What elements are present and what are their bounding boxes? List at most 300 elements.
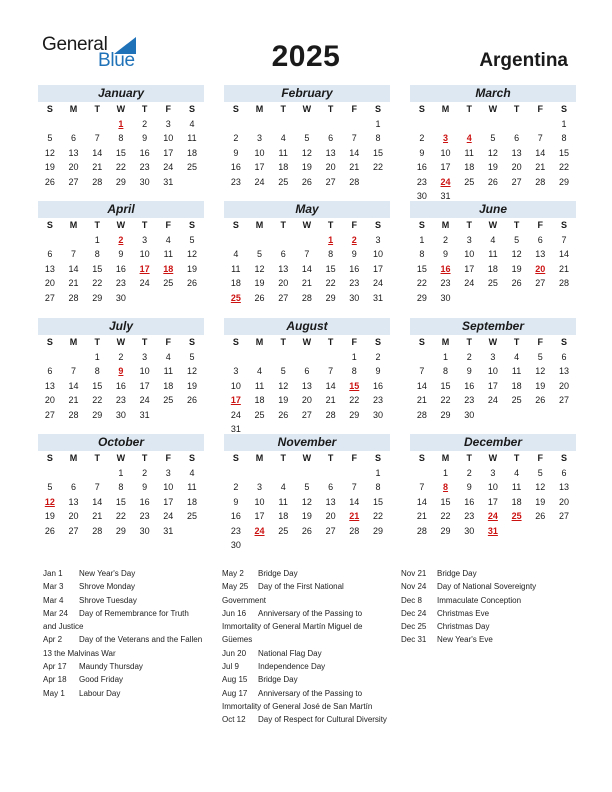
day: 5	[304, 133, 310, 143]
day: 18	[487, 263, 498, 274]
empty-day	[38, 466, 62, 481]
day: 30	[416, 191, 427, 201]
day: 18	[186, 496, 197, 507]
day: 8	[443, 366, 449, 376]
holiday-date: Dec 8	[401, 595, 422, 605]
holiday-entry	[401, 580, 571, 593]
holiday-name: Maundy Thursday	[79, 662, 143, 672]
day: 4	[189, 118, 195, 129]
weekday-label: T	[513, 220, 520, 230]
weekday-label: F	[351, 453, 358, 463]
weekday-label: T	[141, 220, 148, 230]
month-october	[38, 434, 204, 538]
day: 25	[163, 395, 174, 405]
weekday-label: T	[280, 104, 286, 114]
day: 14	[92, 496, 103, 507]
weekday-label: F	[165, 337, 172, 347]
weekday-label: T	[280, 220, 286, 230]
day: 17	[254, 511, 265, 521]
day: 18	[163, 380, 174, 391]
day: 19	[487, 162, 498, 172]
day: 28	[535, 176, 546, 187]
day: 27	[68, 176, 79, 187]
day: 6	[280, 249, 286, 259]
month-grid	[224, 102, 390, 189]
day: 27	[68, 525, 79, 536]
day: 13	[325, 147, 336, 158]
day: 12	[301, 147, 312, 158]
holiday-name: Immaculate Conception	[437, 595, 522, 605]
day: 2	[142, 467, 148, 478]
day: 2	[233, 482, 239, 492]
weekday-label: T	[513, 337, 520, 347]
day: 16	[464, 496, 475, 507]
day: 26	[44, 176, 55, 187]
day: 13	[278, 263, 289, 274]
day: 31	[163, 525, 174, 536]
day: 4	[165, 351, 171, 362]
day: 27	[558, 511, 569, 521]
empty-day	[271, 466, 295, 481]
holiday-date: Jul 9	[222, 662, 239, 672]
weekday-label: M	[255, 337, 264, 347]
empty-day	[295, 350, 319, 365]
day: 26	[186, 278, 197, 288]
holiday-name: Labour Day	[79, 688, 121, 698]
month-january	[38, 85, 204, 189]
weekday-label: T	[94, 220, 100, 230]
empty-day	[62, 350, 86, 365]
day: 15	[416, 263, 427, 274]
day: 16	[230, 511, 241, 521]
month-header: October	[38, 434, 204, 451]
day: 30	[115, 292, 126, 303]
day: 17	[440, 162, 451, 172]
weekday-label: F	[165, 220, 172, 230]
holiday-entry	[222, 687, 388, 714]
weekday-label: W	[116, 453, 126, 463]
weekday-label: S	[560, 220, 567, 230]
month-april	[38, 201, 204, 305]
weekday-label: S	[188, 220, 195, 230]
empty-day	[295, 117, 319, 132]
weekday-label: M	[69, 453, 78, 463]
holiday-day: 20	[535, 263, 546, 274]
day: 2	[233, 133, 239, 143]
day: 8	[419, 249, 425, 259]
day: 9	[142, 133, 148, 143]
weekday-label: S	[374, 104, 381, 114]
day: 4	[490, 234, 496, 245]
empty-day	[295, 466, 319, 481]
holiday-day: 21	[349, 511, 360, 521]
day: 3	[142, 234, 148, 245]
day: 21	[301, 278, 312, 288]
day: 9	[142, 482, 148, 492]
day: 20	[558, 496, 569, 507]
day: 19	[535, 380, 546, 391]
holiday-date: Mar 3	[43, 582, 64, 592]
day: 9	[233, 147, 239, 158]
day: 26	[535, 395, 546, 405]
empty-day	[528, 117, 552, 132]
day: 10	[372, 249, 383, 259]
holiday-entry	[43, 594, 203, 607]
day: 6	[328, 482, 334, 492]
day: 24	[163, 162, 174, 172]
day: 22	[349, 395, 360, 405]
empty-day	[248, 117, 272, 132]
day: 7	[351, 133, 357, 143]
holiday-day: 12	[44, 496, 55, 507]
month-header: June	[410, 201, 576, 218]
empty-day	[342, 117, 366, 132]
day: 12	[487, 147, 498, 158]
day: 8	[94, 366, 100, 376]
holiday-entry	[43, 687, 203, 700]
day: 9	[118, 249, 124, 259]
day: 12	[186, 366, 197, 376]
day: 24	[230, 409, 241, 420]
day: 3	[490, 351, 496, 362]
month-grid	[224, 451, 390, 553]
day: 16	[115, 380, 126, 391]
holiday-entry	[222, 567, 388, 580]
day: 9	[233, 496, 239, 507]
day: 26	[254, 292, 265, 303]
day: 13	[511, 147, 522, 158]
holiday-entry	[401, 607, 571, 620]
day: 19	[254, 278, 265, 288]
day: 25	[278, 525, 289, 536]
month-grid	[410, 102, 576, 204]
day: 18	[230, 278, 241, 288]
holiday-name: Bridge Day	[437, 569, 477, 578]
day: 27	[325, 525, 336, 536]
day: 7	[71, 249, 77, 259]
day: 22	[440, 511, 451, 521]
day: 24	[372, 278, 383, 288]
day: 28	[301, 292, 312, 303]
holiday-day: 24	[254, 525, 265, 536]
day: 22	[440, 395, 451, 405]
day: 29	[115, 525, 126, 536]
day: 11	[187, 133, 197, 143]
day: 23	[440, 278, 451, 288]
day: 31	[372, 292, 383, 303]
day: 25	[511, 395, 522, 405]
day: 8	[375, 133, 381, 143]
day: 1	[94, 234, 100, 245]
month-header: April	[38, 201, 204, 218]
empty-day	[248, 466, 272, 481]
day: 1	[351, 351, 357, 362]
holiday-column	[43, 567, 203, 700]
day: 17	[487, 496, 498, 507]
day: 6	[71, 133, 77, 143]
empty-day	[224, 350, 248, 365]
weekday-label: S	[232, 337, 239, 347]
day: 13	[535, 249, 546, 259]
weekday-label: W	[302, 104, 312, 114]
weekday-label: W	[302, 337, 312, 347]
weekday-label: S	[560, 337, 567, 347]
day: 14	[68, 263, 79, 274]
weekday-label: S	[232, 220, 239, 230]
day: 25	[278, 176, 289, 187]
empty-day	[224, 466, 248, 481]
month-december	[410, 434, 576, 538]
day: 16	[372, 380, 383, 391]
weekday-label: T	[327, 220, 334, 230]
holiday-name: National Flag Day	[258, 648, 322, 658]
day: 13	[44, 263, 55, 274]
weekday-label: T	[280, 337, 286, 347]
weekday-label: W	[116, 337, 126, 347]
day: 24	[163, 511, 174, 521]
month-may	[224, 201, 390, 305]
day: 22	[416, 278, 427, 288]
weekday-label: W	[488, 104, 498, 114]
weekday-label: S	[418, 220, 425, 230]
empty-day	[505, 117, 529, 132]
day: 11	[163, 366, 173, 376]
day: 22	[372, 511, 383, 521]
day: 25	[186, 162, 197, 172]
empty-day	[410, 117, 434, 132]
day: 24	[139, 395, 150, 405]
empty-day	[295, 233, 319, 248]
holiday-date: Nov 24	[401, 582, 427, 592]
day: 29	[92, 292, 103, 303]
day: 14	[349, 147, 360, 158]
weekday-label: M	[69, 220, 78, 230]
holiday-date: Apr 18	[43, 675, 67, 685]
holiday-day: 2	[118, 234, 124, 245]
holiday-entry	[222, 607, 388, 647]
weekday-label: T	[327, 453, 334, 463]
day: 21	[558, 263, 569, 274]
day: 17	[372, 263, 383, 274]
weekday-label: M	[441, 453, 450, 463]
day: 19	[44, 511, 55, 521]
day: 13	[44, 380, 55, 391]
weekday-label: S	[232, 104, 239, 114]
empty-day	[248, 350, 272, 365]
day: 19	[186, 263, 197, 274]
holiday-day: 15	[349, 380, 360, 391]
day: 6	[47, 249, 53, 259]
day: 30	[230, 540, 241, 550]
day: 12	[535, 366, 546, 376]
day: 5	[189, 234, 195, 245]
day: 16	[464, 380, 475, 391]
holiday-entry	[43, 580, 203, 593]
day: 18	[464, 162, 475, 172]
day: 22	[115, 162, 126, 172]
day: 3	[142, 351, 148, 362]
holiday-entry	[401, 633, 571, 646]
weekday-label: M	[255, 104, 264, 114]
day: 29	[115, 176, 126, 187]
weekday-label: F	[165, 104, 172, 114]
weekday-label: F	[537, 104, 544, 114]
day: 25	[464, 176, 475, 187]
holiday-name: Day of the First National Government	[222, 582, 344, 605]
day: 30	[440, 292, 451, 303]
day: 7	[94, 482, 100, 492]
day: 22	[325, 278, 336, 288]
weekday-label: M	[255, 220, 264, 230]
weekday-label: F	[165, 453, 172, 463]
day: 29	[92, 409, 103, 420]
day: 24	[464, 278, 475, 288]
day: 13	[68, 147, 79, 158]
day: 8	[561, 133, 567, 143]
month-grid	[38, 218, 204, 305]
empty-day	[410, 350, 434, 365]
day: 14	[416, 496, 427, 507]
day: 21	[349, 162, 360, 172]
day: 2	[466, 467, 472, 478]
weekday-label: W	[116, 220, 126, 230]
day: 3	[375, 234, 381, 245]
day: 23	[416, 176, 427, 187]
empty-day	[410, 466, 434, 481]
weekday-label: T	[466, 104, 472, 114]
day: 28	[416, 525, 427, 536]
day: 13	[325, 496, 336, 507]
day: 11	[278, 496, 288, 507]
day: 10	[487, 482, 498, 492]
day: 22	[92, 395, 103, 405]
month-grid	[410, 335, 576, 422]
day: 29	[558, 176, 569, 187]
day: 10	[230, 380, 241, 391]
empty-day	[319, 350, 343, 365]
holiday-day: 1	[118, 118, 124, 129]
day: 26	[487, 176, 498, 187]
holiday-entry	[401, 567, 571, 580]
holiday-name: Day of Remembrance for Truth and Justice	[43, 608, 189, 632]
weekday-label: S	[188, 453, 195, 463]
day: 1	[118, 467, 124, 478]
month-february	[224, 85, 390, 189]
weekday-label: T	[94, 453, 100, 463]
holiday-date: Dec 31	[401, 635, 427, 645]
day: 12	[254, 263, 265, 274]
day: 20	[68, 511, 79, 521]
month-header: May	[224, 201, 390, 218]
day: 31	[230, 424, 241, 434]
day: 8	[118, 133, 124, 143]
day: 14	[416, 380, 427, 391]
day: 11	[488, 249, 498, 259]
weekday-label: T	[466, 220, 472, 230]
day: 7	[328, 366, 334, 376]
day: 17	[139, 380, 150, 391]
weekday-label: T	[513, 453, 520, 463]
weekday-label: W	[488, 453, 498, 463]
day: 27	[511, 176, 522, 187]
holiday-date: May 2	[222, 569, 244, 578]
day: 10	[464, 249, 475, 259]
weekday-label: S	[46, 104, 53, 114]
holiday-date: Nov 21	[401, 569, 427, 578]
day: 5	[257, 249, 263, 259]
empty-day	[481, 117, 505, 132]
day: 11	[254, 380, 265, 391]
holiday-entry	[43, 567, 203, 580]
weekday-label: S	[418, 453, 425, 463]
month-header: January	[38, 85, 204, 102]
day: 16	[115, 263, 126, 274]
month-header: February	[224, 85, 390, 102]
day: 8	[375, 482, 381, 492]
day: 7	[561, 234, 567, 245]
day: 9	[419, 147, 425, 158]
day: 20	[511, 162, 522, 172]
holiday-entry	[43, 607, 203, 634]
day: 15	[372, 496, 383, 507]
holiday-name: Bridge Day	[258, 569, 298, 578]
holiday-name: Bridge Day	[258, 675, 298, 685]
day: 28	[92, 525, 103, 536]
day: 17	[254, 162, 265, 172]
day: 18	[511, 496, 522, 507]
day: 2	[443, 234, 449, 245]
day: 5	[280, 366, 286, 376]
day: 21	[92, 511, 103, 521]
day: 4	[280, 482, 286, 492]
weekday-label: S	[46, 453, 53, 463]
weekday-label: S	[374, 220, 381, 230]
weekday-label: F	[351, 104, 358, 114]
day: 10	[254, 147, 265, 158]
day: 12	[535, 482, 546, 492]
holiday-name: New Year's Day	[79, 569, 136, 578]
month-header: August	[224, 318, 390, 335]
day: 12	[186, 249, 197, 259]
empty-day	[224, 117, 248, 132]
day: 10	[163, 133, 174, 143]
holiday-day: 18	[163, 263, 174, 274]
weekday-label: T	[327, 337, 334, 347]
holiday-date: Apr 17	[43, 662, 67, 672]
month-header: December	[410, 434, 576, 451]
day: 25	[487, 278, 498, 288]
month-grid	[38, 335, 204, 422]
weekday-label: M	[441, 220, 450, 230]
holiday-entry	[401, 594, 571, 607]
weekday-label: T	[466, 453, 472, 463]
day: 15	[115, 147, 126, 158]
holiday-name: Day of National Sovereignty	[437, 582, 537, 592]
weekday-label: T	[141, 104, 148, 114]
day: 21	[92, 162, 103, 172]
day: 9	[375, 366, 381, 376]
empty-day	[319, 466, 343, 481]
day: 27	[558, 395, 569, 405]
holiday-date: Dec 25	[401, 622, 427, 632]
day: 19	[535, 496, 546, 507]
day: 5	[47, 133, 53, 143]
day: 30	[349, 292, 360, 303]
day: 1	[94, 351, 100, 362]
day: 10	[139, 366, 150, 376]
month-header: July	[38, 318, 204, 335]
holiday-name: Christmas Day	[437, 622, 490, 632]
